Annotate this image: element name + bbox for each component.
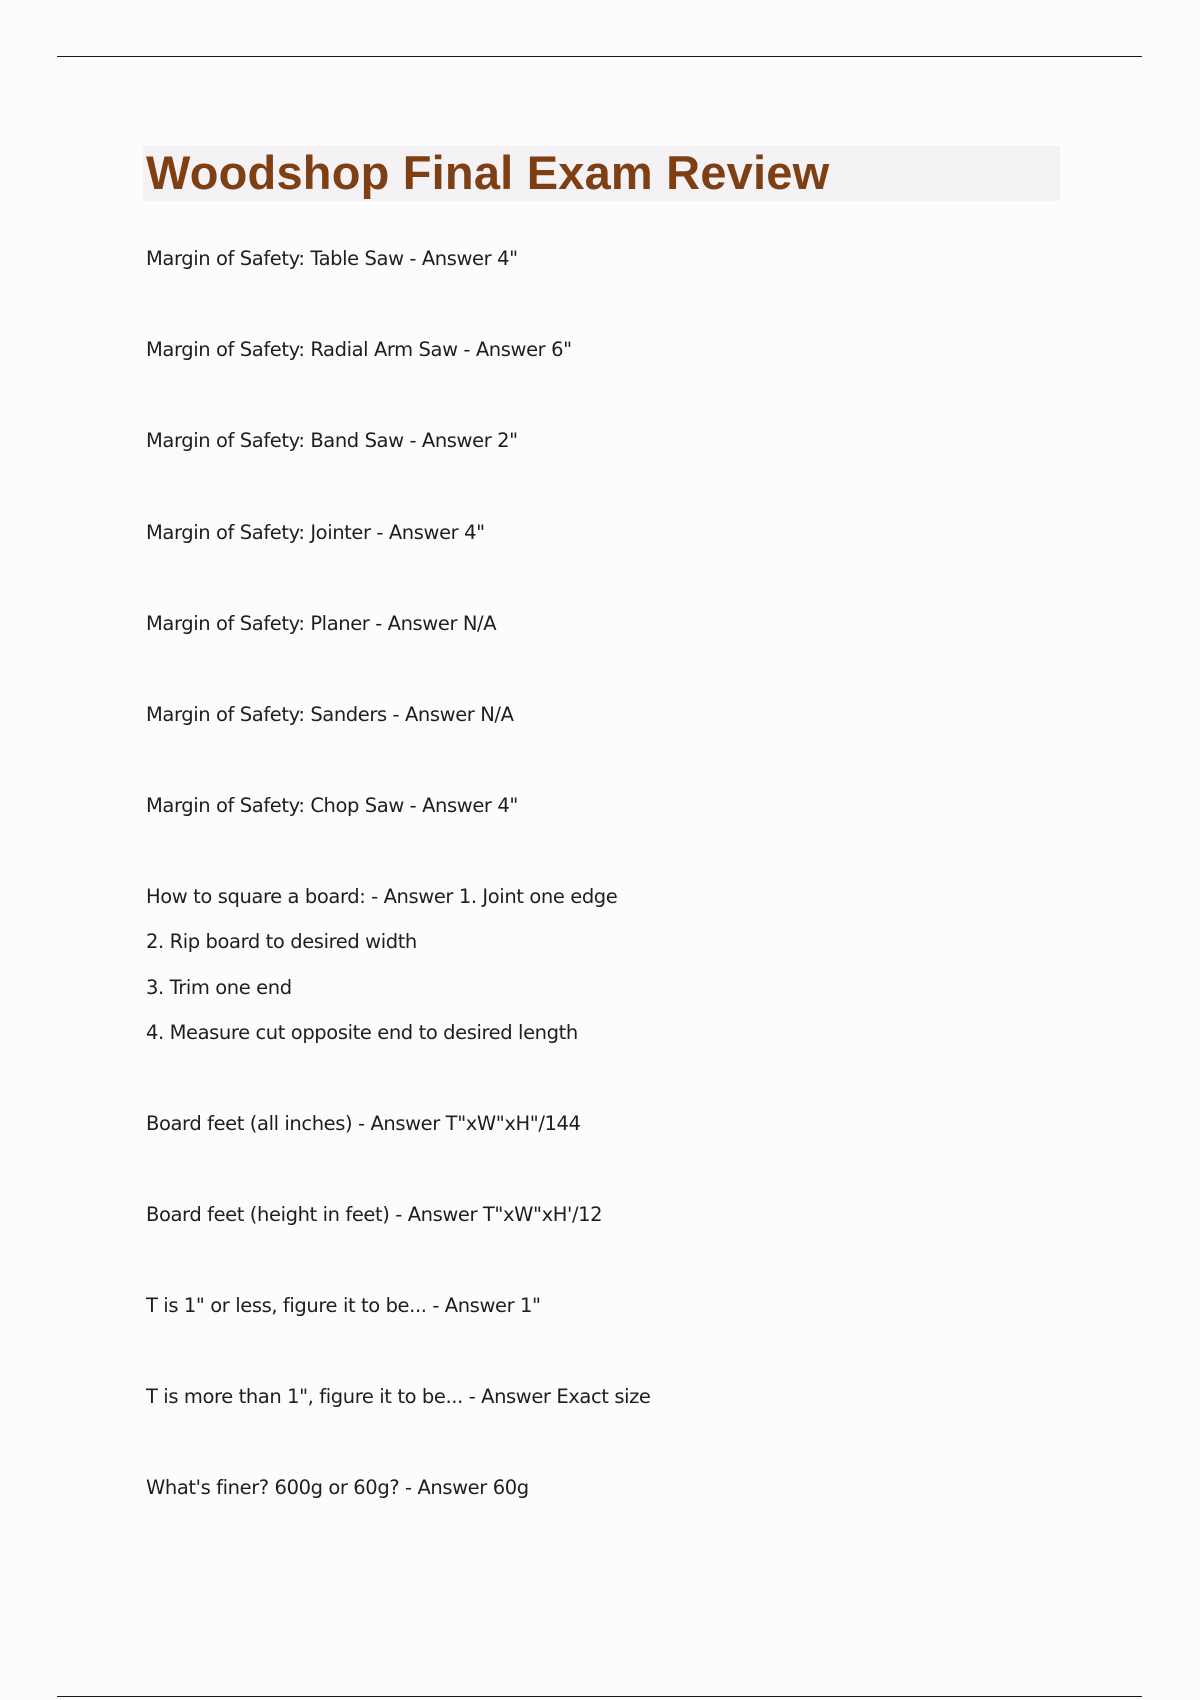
- qa-item-jointer: Margin of Safety: Jointer - Answer 4": [146, 521, 485, 544]
- qa-item-planer: Margin of Safety: Planer - Answer N/A: [146, 612, 497, 635]
- qa-item-square-board-step-2: 2. Rip board to desired width: [146, 930, 417, 953]
- qa-item-table-saw: Margin of Safety: Table Saw - Answer 4": [146, 247, 518, 270]
- qa-item-radial-arm-saw: Margin of Safety: Radial Arm Saw - Answer 6": [146, 338, 572, 361]
- page-title: Woodshop Final Exam Review: [146, 146, 830, 199]
- qa-item-chop-saw: Margin of Safety: Chop Saw - Answer 4": [146, 794, 518, 817]
- footer-rule: [57, 1696, 1142, 1697]
- qa-item-square-board-step-3: 3. Trim one end: [146, 976, 292, 999]
- qa-item-sandpaper-grit: What's finer? 600g or 60g? - Answer 60g: [146, 1476, 529, 1499]
- qa-item-band-saw: Margin of Safety: Band Saw - Answer 2": [146, 429, 518, 452]
- qa-item-thickness-more-than-one: T is more than 1", figure it to be... - Answer Exact size: [146, 1385, 651, 1408]
- qa-item-sanders: Margin of Safety: Sanders - Answer N/A: [146, 703, 514, 726]
- qa-item-thickness-one-or-less: T is 1" or less, figure it to be... - Answer 1": [146, 1294, 541, 1317]
- qa-item-square-board: How to square a board: - Answer 1. Joint one edge: [146, 885, 618, 908]
- qa-item-board-feet-height-feet: Board feet (height in feet) - Answer T"xW"xH'/12: [146, 1203, 603, 1226]
- header-rule: [57, 56, 1142, 57]
- qa-item-square-board-step-4: 4. Measure cut opposite end to desired length: [146, 1021, 578, 1044]
- qa-item-board-feet-inches: Board feet (all inches) - Answer T"xW"xH"/144: [146, 1112, 581, 1135]
